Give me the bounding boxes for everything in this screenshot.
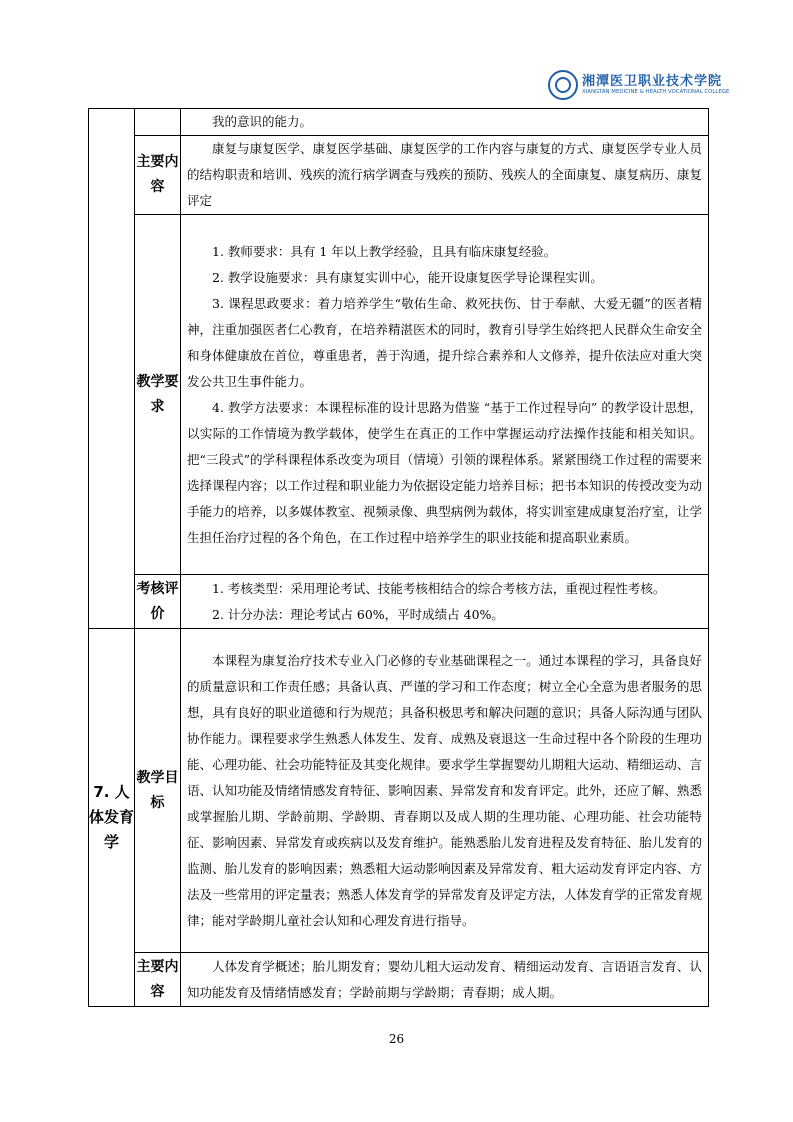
table-row bbox=[89, 136, 709, 215]
content-cell bbox=[181, 629, 709, 953]
table-row bbox=[89, 109, 709, 136]
row-label: 考核评价 bbox=[135, 575, 181, 629]
curriculum-table bbox=[88, 108, 709, 1007]
table-row bbox=[89, 629, 709, 953]
objective-text: 本课程为康复治疗技术专业入门必修的专业基础课程之一。通过本课程的学习，具备良好的质量意识和工作责任感；具备认真、严谨的学习和工作态度；树立全心全意为患者服务的思想，具有良好的职业道德和行为规范；具备积极思考和解决问题的意识；具备人际沟通与团队协作能力。课程要求学生熟悉人体发生、发育、成熟及衰退这一生命过程中各个阶段的生理功能、心理功能、社会功能特征及其变化规律。要求学生掌握婴幼儿期粗大运动、精细运动、言语、认知功能及情绪情感发育特征、影响因素、异常发育和发育评定。此外，还应了解、熟悉或掌握胎儿期、学龄前期、学龄期、青春期以及成人期的生理功能、心理功能、社会功能特征、影响因素、异常发育或疾病以及发育维护。能熟悉胎儿发育进程及发育特征、胎儿发育的监测、胎儿发育的影响因素；熟悉粗大运动影响因素及异常发育、粗大运动发育评定内容、方法及一些常用的评定量表；熟悉人体发育学的异常发育及评定方法，人体发育学的正常发育规律；能对学龄期儿童社会认知和心理发育进行指导。 bbox=[187, 652, 702, 928]
page-number: 26 bbox=[388, 1032, 405, 1046]
paragraph: 2. 计分办法：理论考试占 60%，平时成绩占 40%。 bbox=[212, 606, 504, 622]
table-row bbox=[89, 953, 709, 1007]
content-cell bbox=[181, 136, 709, 215]
paragraph: 1. 教师要求：具有 1 年以上教学经验，且具有临床康复经验。 bbox=[212, 243, 557, 259]
college-emblem-icon bbox=[548, 70, 578, 100]
continued-text: 我的意识的能力。 bbox=[212, 114, 313, 129]
content-cell bbox=[181, 575, 709, 629]
table-row bbox=[89, 215, 709, 575]
paragraph: 4. 教学方法要求：本课程标准的设计思路为借鉴 “基于工作过程导向” 的教学设计思想，以实际的工作情境为教学载体，使学生在真正的工作中掌握运动疗法操作技能和相关知识。把“三段式”的学科课程体系改变为项目（情境）引领的课程体系。紧紧围绕工作过程的需要来选择课程内容；以工作过程和职业能力为依据设定能力培养目标；把书本知识的传授改变为动手能力的培养，以多媒体教室、视频录像、典型病例为载体，将实训室建成康复治疗室，让学生担任治疗过程的各个角色，在工作过程中培养学生的职业技能和提高职业素质。 bbox=[187, 399, 702, 545]
course-name: 7. 人体发育学 bbox=[89, 629, 135, 1007]
paragraph: 2. 教学设施要求：具有康复实训中心，能开设康复医学导论课程实训。 bbox=[212, 269, 603, 285]
paragraph: 1. 考核类型：采用理论考试、技能考核相结合的综合考核方法，重视过程性考核。 bbox=[212, 580, 666, 596]
main-content-text: 人体发育学概述；胎儿期发育；婴幼儿粗大运动发育、精细运动发育、言语语言发育、认知功能发育及情绪情感发育；学龄前期与学龄期；青春期；成人期。 bbox=[187, 958, 702, 1000]
content-cell bbox=[181, 215, 709, 575]
content-cell bbox=[181, 953, 709, 1007]
row-label-cell bbox=[135, 109, 181, 136]
row-label: 主要内容 bbox=[135, 136, 181, 215]
row-label: 教学目标 bbox=[135, 629, 181, 953]
paragraph: 3. 课程思政要求：着力培养学生“敬佑生命、救死扶伤、甘于奉献、大爱无疆”的医者精神，注重加强医者仁心教育，在培养精湛医术的同时，教育引导学生始终把人民群众生命安全和身体健康放在首位，尊重患者，善于沟通，提升综合素养和人文修养，提升依法应对重大突发公共卫生事件能力。 bbox=[187, 295, 702, 389]
college-name-en: XIANGTAN MEDICINE & HEALTH VOCATIONAL COLLEGE bbox=[582, 89, 730, 95]
previous-course-cell bbox=[89, 109, 135, 629]
content-cell bbox=[181, 109, 709, 136]
row-label: 主要内容 bbox=[135, 953, 181, 1007]
college-logo bbox=[548, 66, 730, 110]
table-row bbox=[89, 575, 709, 629]
row-label: 教学要求 bbox=[135, 215, 181, 575]
college-name: 湘潭医卫职业技术学院 bbox=[582, 74, 723, 89]
main-content-text: 康复与康复医学、康复医学基础、康复医学的工作内容与康复的方式、康复医学专业人员的结构职责和培训、残疾的流行病学调查与残疾的预防、残疾人的全面康复、康复病历、康复评定 bbox=[187, 141, 702, 208]
